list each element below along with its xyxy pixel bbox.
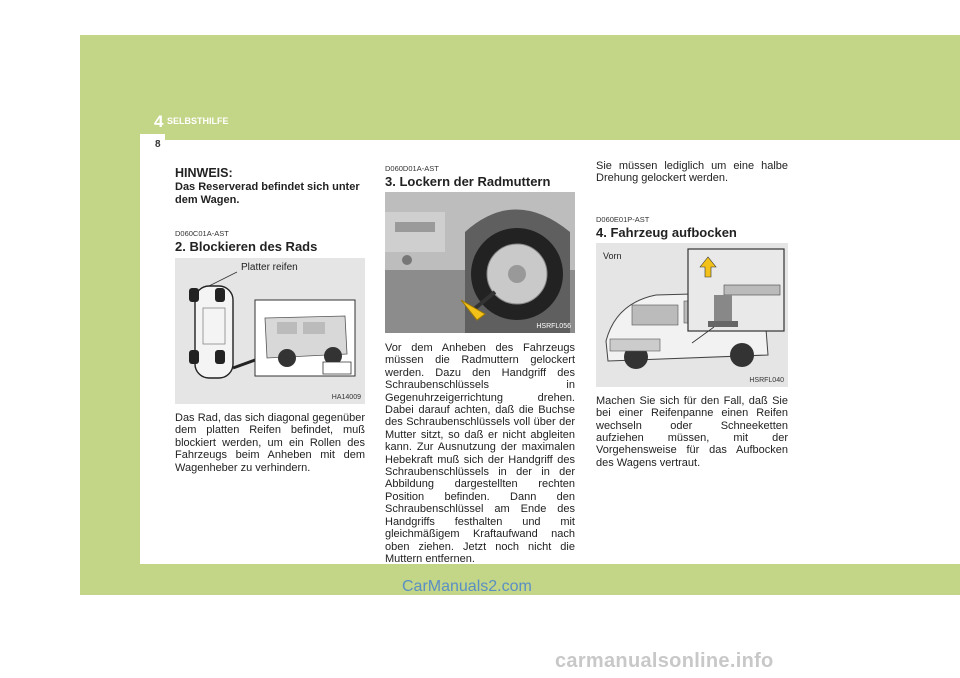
section-title: 3. Lockern der Radmuttern	[385, 174, 551, 189]
watermark: carmanualsonline.info	[555, 650, 774, 672]
section-code: D060E01P-AST	[596, 214, 650, 224]
page-number-tab	[140, 134, 165, 156]
intro-text: Sie müssen lediglich um eine halbe Drehung gelockert werden.	[596, 160, 788, 185]
body-text: Das Rad, das sich diagonal gegenüber dem platten Reifen befindet, muß blockiert werden, um ein Rollen des Fahrzeugs beim Anheben mit dem Wagenheber zu verhindern.	[175, 412, 365, 474]
figure-label: Vorn	[603, 250, 622, 261]
section-title: 2. Blockieren des Rads	[175, 239, 318, 254]
wheel-nut-figure	[385, 192, 575, 333]
source-link[interactable]: CarManuals2.com	[402, 578, 532, 595]
page-number: 8	[155, 139, 161, 150]
body-text: Machen Sie sich für den Fall, daß Sie bei einer Reifenpanne einen Reifen wechseln oder Schneeketten aufziehen müssen, mit der Vorgehensweise für das Aufbocken des Wagens vertraut.	[596, 394, 788, 469]
figure-code: HSRFL040	[749, 376, 784, 384]
figure-label: Platter reifen	[241, 262, 298, 273]
wheel-chock-figure	[175, 258, 365, 404]
note-text: Das Reserverad befindet sich unter dem Wagen.	[175, 181, 360, 206]
car-topview-illustration	[175, 258, 365, 404]
figure-code: HA14009	[331, 394, 361, 401]
body-text: Vor dem Anheben des Fahrzeugs müssen die Radmuttern gelockert werden. Dazu den Handgriff des Schraubenschlüssels in Gegenuhrzeigerrichtung drehen. Dabei darauf achten, daß die Buchse des Schraubenschlüssels voll über der Mutter sitzt, so daß er nicht abgleiten kann. Zur Ausnutzung der maximalen Hebekraft muß sich der Handgriff des Schraubenschlüssels in der in der Abbildung dargestellten rechten Position befinden. Dann den Schraubenschlüssel am Ende des Handgriffs festhalten und mit gleichmäßigem Kraftaufwand nach oben ziehen. Jetzt noch nicht die Muttern entfernen.	[385, 342, 575, 565]
jacking-figure	[596, 243, 788, 387]
column-1	[175, 160, 365, 474]
chapter-number: 4	[154, 112, 164, 131]
note-heading: HINWEIS:	[175, 166, 233, 180]
section-code: D060D01A-AST	[385, 164, 439, 173]
column-2	[385, 160, 575, 565]
section-code: D060C01A-AST	[175, 229, 229, 238]
wrench-wheel-photo	[385, 192, 575, 333]
chapter-title: SELBSTHILFE	[167, 116, 229, 126]
figure-code: HSRFL056	[536, 323, 571, 330]
column-3	[596, 160, 788, 469]
section-title: 4. Fahrzeug aufbocken	[596, 224, 737, 240]
van-jack-illustration	[596, 243, 788, 387]
top-margin	[0, 0, 960, 35]
